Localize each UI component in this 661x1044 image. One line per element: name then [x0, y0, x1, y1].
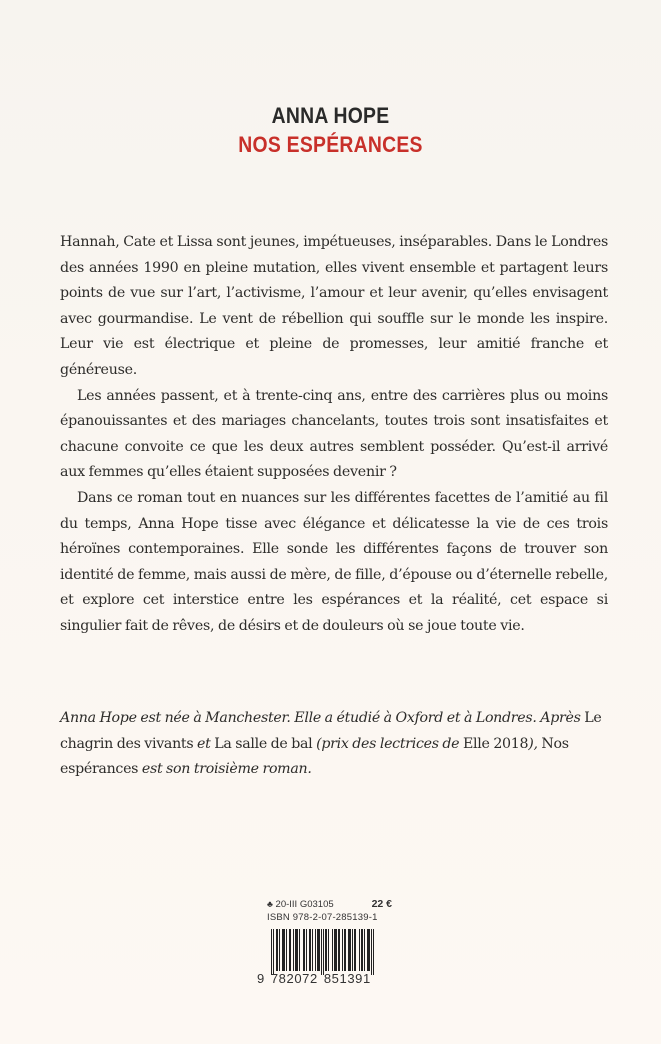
publisher-symbol-icon: ♣	[267, 899, 273, 909]
barcode-lead-digit: 9	[257, 971, 265, 986]
blurb-paragraph-1: Hannah, Cate et Lissa sont jeunes, impétueuses, inséparables. Dans le Londres des années 1990 en pleine mutation, elles vivent ensemble et partagent leurs points de vue sur l’art, l’activisme, l’amour et leur avenir, qu’elles envisagent avec gourmandise. Le vent de rébellion qui souffle sur le monde les inspire. Leur vie est électrique et pleine de promesses, leur amitié franche et généreuse.	[60, 234, 608, 378]
barcode-digits-right: 851391	[323, 971, 371, 986]
price: 22 €	[371, 898, 392, 910]
catalog-code: ♣ 20-III G03105	[267, 899, 334, 910]
bio-text: est son troisième roman.	[138, 761, 312, 778]
author-name: ANNA HOPE	[271, 103, 390, 128]
book-reference: Le chagrin des vivants	[60, 710, 602, 752]
bio-text: ),	[528, 735, 542, 752]
book-reference: Nos espérances	[60, 735, 569, 778]
blurb	[60, 230, 608, 640]
barcode-block	[257, 898, 392, 986]
isbn: ISBN 978-2-07-285139-1	[267, 912, 378, 923]
barcode-bars	[271, 929, 392, 971]
bio-text: et	[193, 735, 215, 752]
barcode-digits-left: 782072	[270, 971, 318, 986]
magazine-reference: Elle 2018	[462, 735, 529, 752]
catalog-line	[267, 898, 392, 911]
bio-text: Anna Hope est née à Manchester. Elle a étudié à Oxford et à Londres. Après	[60, 710, 585, 726]
author-bio	[60, 706, 608, 783]
book-reference: La salle de bal	[214, 735, 313, 752]
bio-text: (prix des lectrices de	[312, 735, 463, 752]
blurb-paragraph-2: Les années passent, et à trente-cinq ans, entre des carrières plus ou moins épanouissantes et des mariages chancelants, toutes trois sont insatisfaites et chacune convoite ce que les deux autres semblent posséder. Qu’est-il arrivé aux femmes qu’elles étaient supposées devenir ?	[60, 387, 608, 481]
book-title: NOS ESPÉRANCES	[238, 132, 423, 157]
cover-header	[0, 102, 661, 160]
blurb-paragraph-3: Dans ce roman tout en nuances sur les différentes facettes de l’amitié au fil du temps, Anna Hope tisse avec élégance et délicatesse la vie de ces trois héroïnes contemporaines. Elle sonde les différentes façons de trouver son identité de femme, mais aussi de mère, de fille, d’épouse ou d’éternelle rebelle, et explore cet interstice entre les espérances et la réalité, cet espace si singulier fait de rêves, de désirs et de douleurs où se joue toute vie.	[60, 489, 608, 634]
